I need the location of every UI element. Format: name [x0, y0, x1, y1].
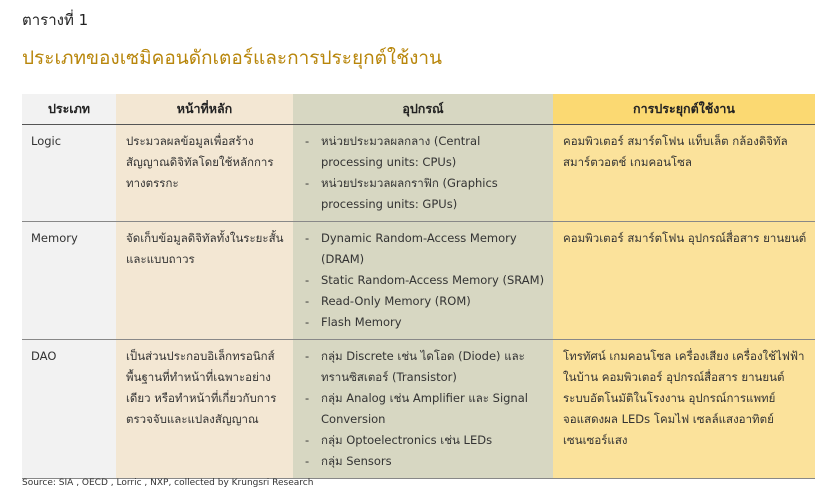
header-type: ประเภท [22, 94, 116, 125]
list-item: - กลุ่ม Sensors [305, 454, 392, 468]
cell-type: DAO [22, 340, 116, 479]
cell-function: เป็นส่วนประกอบอิเล็กทรอนิกส์พื้นฐานที่ทำหน้าที่เฉพาะอย่างเดียว หรือทำหน้าที่เกี่ยวกับการตรวจจับและแปลงสัญญาณ [116, 340, 293, 479]
list-item: - Read-Only Memory (ROM) [305, 294, 471, 308]
list-item: - Dynamic Random-Access Memory (DRAM) [305, 231, 517, 266]
table-row [22, 222, 815, 340]
source-note: Source: SIA , OECD , Lorric , NXP, collected by Krungsri Research [22, 478, 314, 488]
cell-devices [293, 125, 553, 222]
list-item: - Static Random-Access Memory (SRAM) [305, 273, 545, 287]
cell-applications: คอมพิวเตอร์ สมาร์ตโฟน แท็บเล็ต กล้องดิจิทัล สมาร์ตวอตช์ เกมคอนโซล [553, 125, 815, 222]
header-row [22, 94, 815, 125]
header-devices: อุปกรณ์ [293, 94, 553, 125]
table-row [22, 340, 815, 479]
list-item: - Flash Memory [305, 315, 402, 329]
cell-applications: โทรทัศน์ เกมคอนโซล เครื่องเสียง เครื่องใช้ไฟฟ้าในบ้าน คอมพิวเตอร์ อุปกรณ์สื่อสาร ยานยนต์ ระบบอัตโนมัติในโรงงาน อุปกรณ์การแพทย์ จอแสดงผล LEDs โคมไฟ เซลล์แสงอาทิตย์ เซนเซอร์แสง [553, 340, 815, 479]
header-applications: การประยุกต์ใช้งาน [553, 94, 815, 125]
table-row [22, 125, 815, 222]
cell-devices [293, 222, 553, 340]
list-item: - หน่วยประมวลผลกราฟิก (Graphics processing units: GPUs) [305, 176, 498, 211]
cell-devices [293, 340, 553, 479]
cell-applications: คอมพิวเตอร์ สมาร์ตโฟน อุปกรณ์สื่อสาร ยานยนต์ [553, 222, 815, 340]
cell-function: ประมวลผลข้อมูลเพื่อสร้างสัญญาณดิจิทัลโดยใช้หลักการทางตรรกะ [116, 125, 293, 222]
cell-type: Logic [22, 125, 116, 222]
table-title: ประเภทของเซมิคอนดักเตอร์และการประยุกต์ใช้งาน [22, 47, 443, 69]
list-item: - หน่วยประมวลผลกลาง (Central processing units: CPUs) [305, 134, 481, 169]
table-label: ตารางที่ 1 [22, 11, 89, 29]
list-item: - กลุ่ม Analog เช่น Amplifier และ Signal Conversion [305, 391, 528, 426]
list-item: - กลุ่ม Optoelectronics เช่น LEDs [305, 433, 493, 447]
cell-type: Memory [22, 222, 116, 340]
semiconductor-table [22, 94, 815, 479]
list-item: - กลุ่ม Discrete เช่น ไดโอด (Diode) และทรานซิสเตอร์ (Transistor) [305, 349, 525, 384]
header-function: หน้าที่หลัก [116, 94, 293, 125]
cell-function: จัดเก็บข้อมูลดิจิทัลทั้งในระยะสั้นและแบบถาวร [116, 222, 293, 340]
